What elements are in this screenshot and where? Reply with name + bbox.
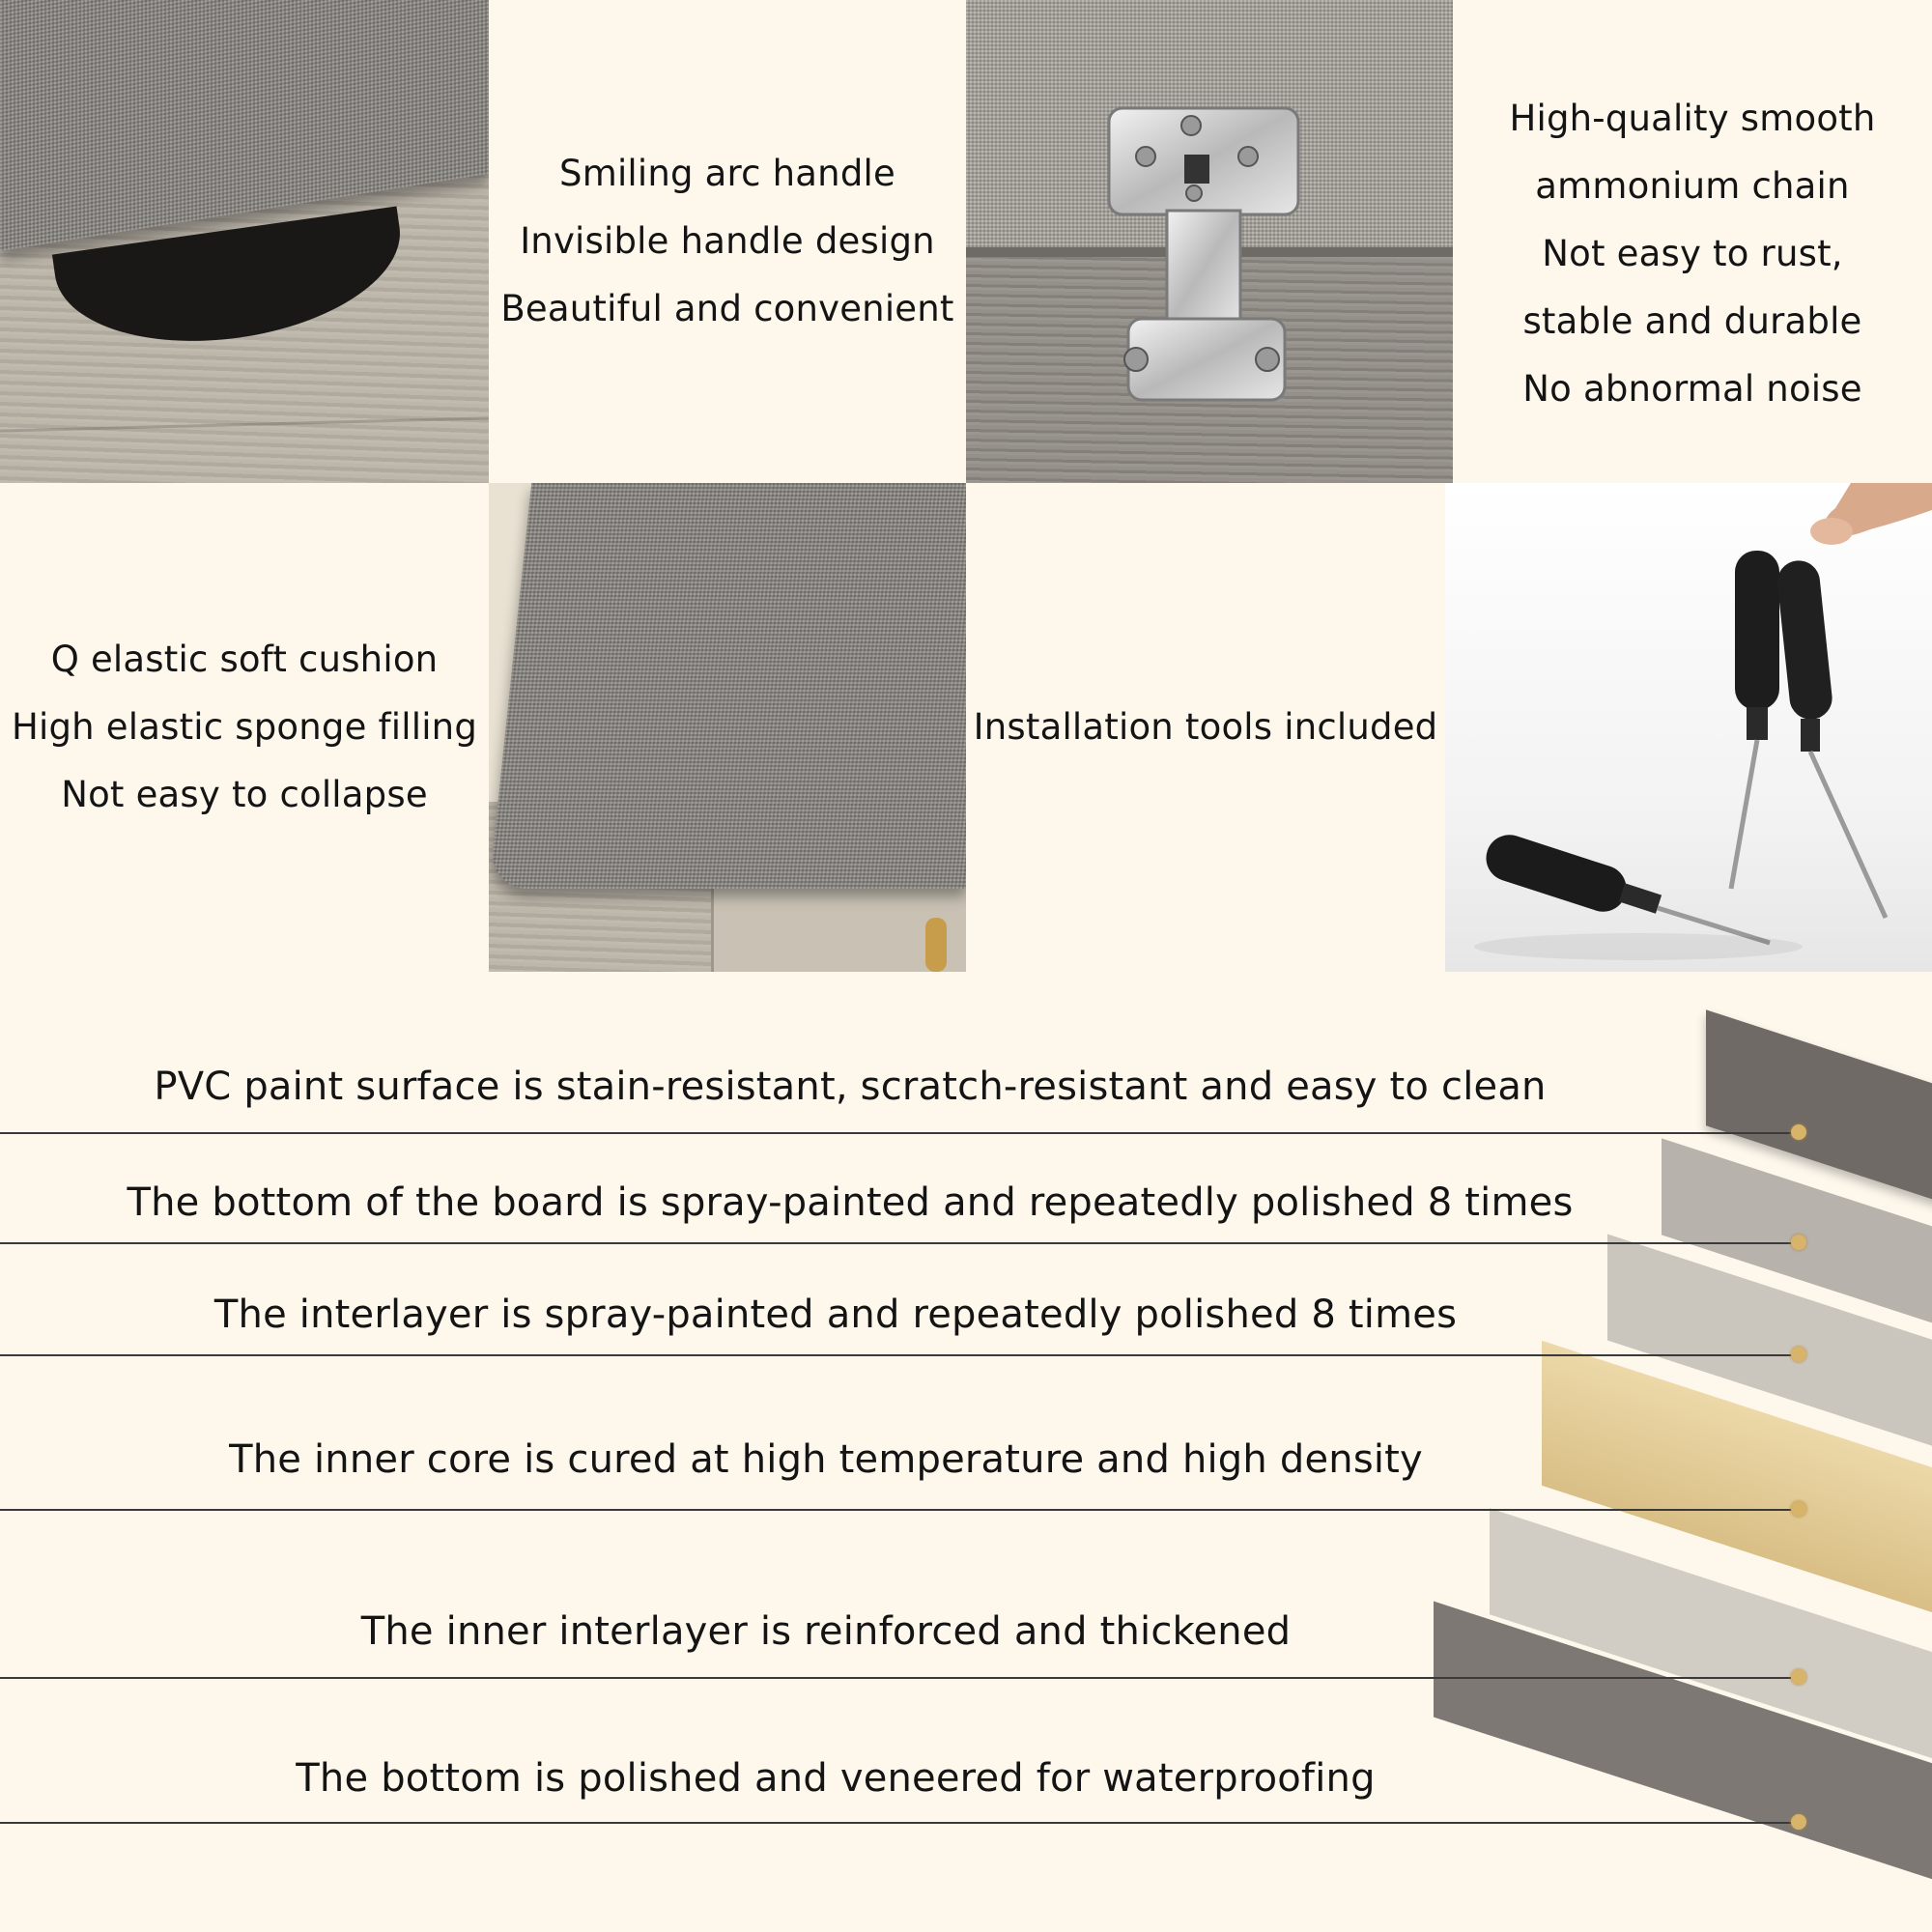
cushion-line-1: Q elastic soft cushion	[50, 639, 439, 680]
hand-icon	[1810, 483, 1932, 545]
layer-rule-5	[0, 1677, 1797, 1679]
screwdriver-photo	[1445, 483, 1932, 972]
screwdriver-icon	[1776, 558, 1886, 918]
handle-line-1: Smiling arc handle	[559, 153, 895, 194]
layer-marker-1	[1791, 1124, 1806, 1140]
layer-marker-4	[1791, 1501, 1806, 1517]
board-layers-diagram	[0, 972, 1932, 1932]
layer-marker-5	[1791, 1669, 1806, 1685]
layer-label-1: PVC paint surface is stain-resistant, scratch-resistant and easy to clean	[154, 1065, 1547, 1109]
layer-marker-6	[1791, 1814, 1806, 1830]
hinge-photo	[966, 0, 1453, 483]
handle-line-3: Beautiful and convenient	[500, 288, 954, 329]
screwdriver-icon	[1731, 551, 1779, 889]
handle-line-2: Invisible handle design	[520, 220, 935, 262]
hinge-line-1: High-quality smooth	[1509, 98, 1876, 139]
cushion-photo	[489, 483, 966, 972]
layer-marker-3	[1791, 1347, 1806, 1362]
layer-rule-4	[0, 1509, 1797, 1511]
layer-label-2: The bottom of the board is spray-painted and repeatedly polished 8 times	[127, 1180, 1574, 1225]
layer-rule-1	[0, 1132, 1797, 1134]
hinge-line-2: ammonium chain	[1535, 165, 1850, 207]
cushion-description	[0, 483, 489, 972]
hinge-icon	[966, 0, 1453, 483]
cushion-line-3: Not easy to collapse	[61, 774, 428, 815]
layer-rule-6	[0, 1822, 1797, 1824]
layer-label-5: The inner interlayer is reinforced and thickened	[360, 1609, 1292, 1654]
layer-label-3: The interlayer is spray-painted and repeatedly polished 8 times	[213, 1293, 1458, 1337]
handle-description	[489, 0, 966, 483]
screwdriver-icon	[1480, 829, 1770, 943]
layer-rule-2	[0, 1242, 1797, 1244]
hinge-line-3: Not easy to rust,	[1542, 233, 1843, 274]
layer-rule-3	[0, 1354, 1797, 1356]
layer-label-4: The inner core is cured at high temperature and high density	[229, 1437, 1423, 1482]
cushion-line-2: High elastic sponge filling	[11, 706, 478, 748]
arc-handle-photo	[0, 0, 489, 483]
tools-description	[966, 483, 1445, 972]
tools-line-1: Installation tools included	[973, 706, 1438, 748]
hinge-description	[1453, 0, 1932, 483]
layer-marker-2	[1791, 1235, 1806, 1250]
hinge-line-5: No abnormal noise	[1522, 368, 1862, 410]
hinge-line-4: stable and durable	[1522, 300, 1862, 342]
layer-label-6: The bottom is polished and veneered for waterproofing	[296, 1756, 1376, 1801]
